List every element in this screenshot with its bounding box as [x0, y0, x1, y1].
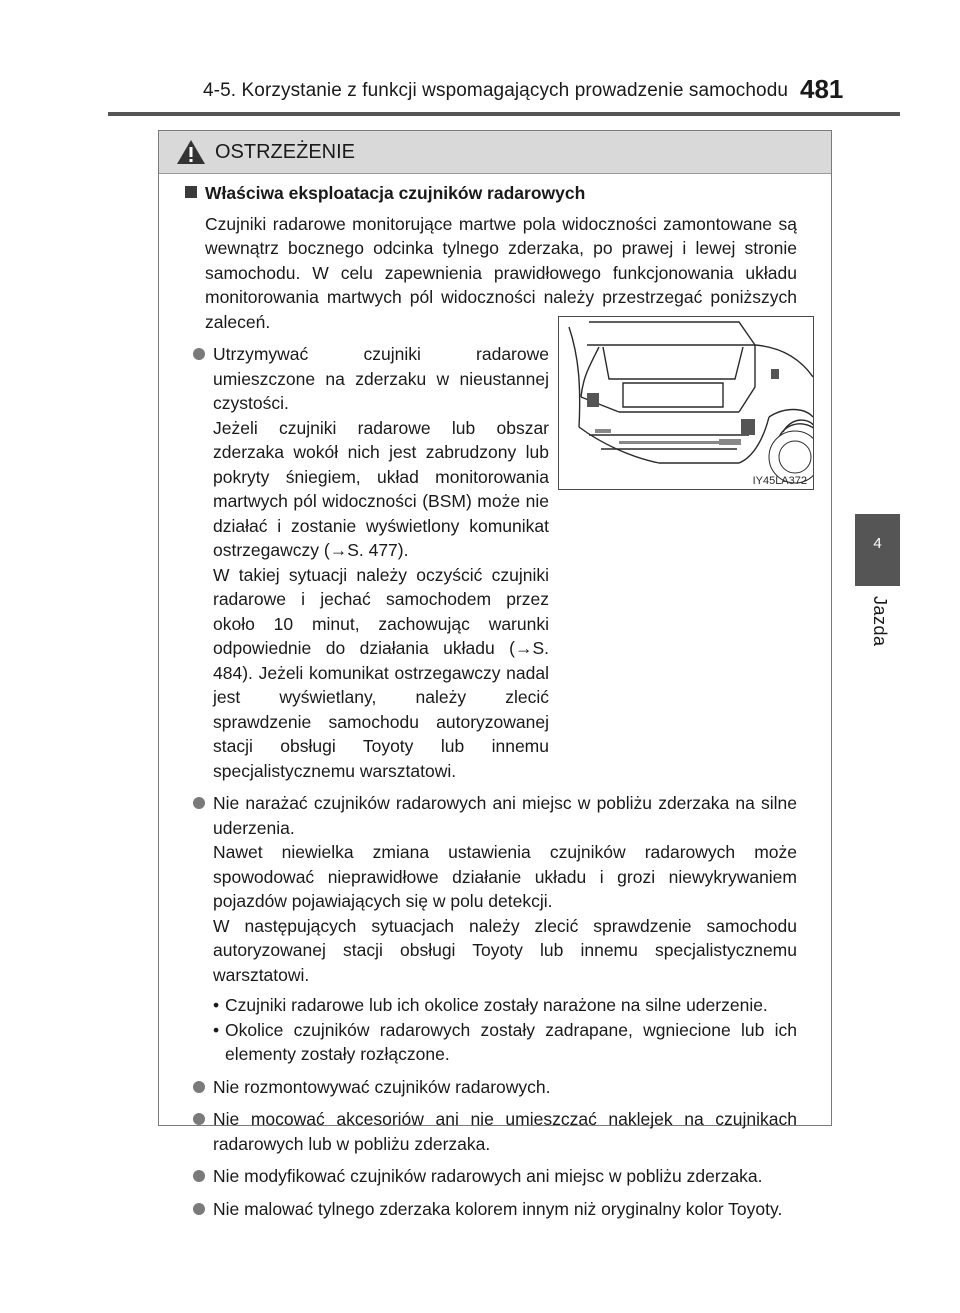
chapter-tab[interactable]: 4	[855, 514, 900, 586]
circle-bullet-icon	[193, 348, 205, 360]
warning-box	[158, 130, 832, 1219]
chapter-label: Jazda	[870, 596, 890, 647]
warning-heading: OSTRZEŻENIE	[215, 140, 356, 163]
header-title: 4-5. Korzystanie z funkcji wspomagających prowadzenie samochodu	[203, 80, 789, 101]
square-bullet-icon	[185, 186, 197, 198]
sub-item: • Czujniki radarowe lub ich okolice zostały narażone na silne uderzenie.	[213, 995, 768, 1015]
circle-bullet-icon	[193, 1170, 205, 1182]
bullet-keep-clean	[185, 342, 549, 783]
sub-item: • Okolice czujników radarowych zostały zadrapane, wgniecione lub ich elementy zostały rozłączone.	[213, 1019, 797, 1064]
header-rule	[108, 112, 900, 116]
circle-bullet-icon	[193, 1113, 205, 1125]
bullet-detail: Nawet niewielka zmiana ustawienia czujników radarowych może spowodować nieprawidłowe działanie układu i grozi niewykrywaniem pojazdów pojawiających się w polu detekcji.	[213, 842, 797, 911]
bullet-main: Nie narażać czujników radarowych ani miejsc w pobliżu zderzaka na silne uderzenia.	[213, 793, 797, 838]
circle-bullet-icon	[193, 1203, 205, 1215]
bullet-no-modification: Nie modyfikować czujników radarowych ani miejsc w pobliżu zderzaka.	[185, 1164, 797, 1189]
figure-code: IY45LA372	[752, 475, 807, 487]
bullet-no-painting: Nie malować tylnego zderzaka kolorem innym niż oryginalny kolor Toyoty.	[185, 1197, 797, 1222]
bullet-detail: W następujących sytuacjach należy zlecić sprawdzenie samochodu autoryzowanej stacji obsługi Toyoty lub innemu specjalistycznemu warsztatowi.	[213, 915, 797, 985]
page-number: 481	[800, 74, 844, 104]
circle-bullet-icon	[193, 1081, 205, 1093]
rear-bumper-illustration	[558, 316, 814, 490]
bullet-no-impact	[185, 791, 797, 1067]
bullet-detail: Jeżeli czujniki radarowe lub obszar zderzaka wokół nich jest zabrudzony lub pokryty śniegiem, układ monitorowania martwych pól widoczności (BSM) może nie działać i zostanie wyświetlony komunikat ostrzegawczy (→S. 477).	[213, 417, 549, 560]
bullet-main: Utrzymywać czujniki radarowe umieszczone na zderzaku w nieustannej czystości.	[213, 344, 549, 413]
circle-bullet-icon	[193, 797, 205, 809]
intro-paragraph: Czujniki radarowe monitorujące martwe pola widoczności zamontowane są wewnątrz bocznego odcinka tylnego zderzaka, po prawej i lewej stronie samochodu. W celu zapewnienia prawidłowego funkcjonowania układu monitorowania martwych pól widoczności należy przestrzegać poniższych zaleceń.	[205, 213, 797, 332]
bullet-detail: W takiej sytuacji należy oczyścić czujniki radarowe i jechać samochodem przez około 10 minut, zachowując warunki odpowiednie do działania układu (→S. 484). Jeżeli komunikat ostrzegawczy nadal jest wyświetlany, należy zlecić sprawdzenie samochodu autoryzowanej stacji obsługi Toyoty lub innemu specjalistycznemu warsztatowi.	[213, 564, 549, 781]
warning-header	[159, 131, 831, 174]
car-rear-illustration	[559, 317, 814, 490]
bullet-no-accessories: Nie mocować akcesoriów ani nie umieszczać naklejek na czujnikach radarowych lub w pobliżu zderzaka.	[185, 1107, 797, 1156]
warning-triangle-icon	[175, 138, 207, 166]
section-title: Właściwa eksploatacja czujników radarowych	[185, 181, 797, 206]
bullet-no-disassembly: Nie rozmontowywać czujników radarowych.	[185, 1075, 797, 1100]
